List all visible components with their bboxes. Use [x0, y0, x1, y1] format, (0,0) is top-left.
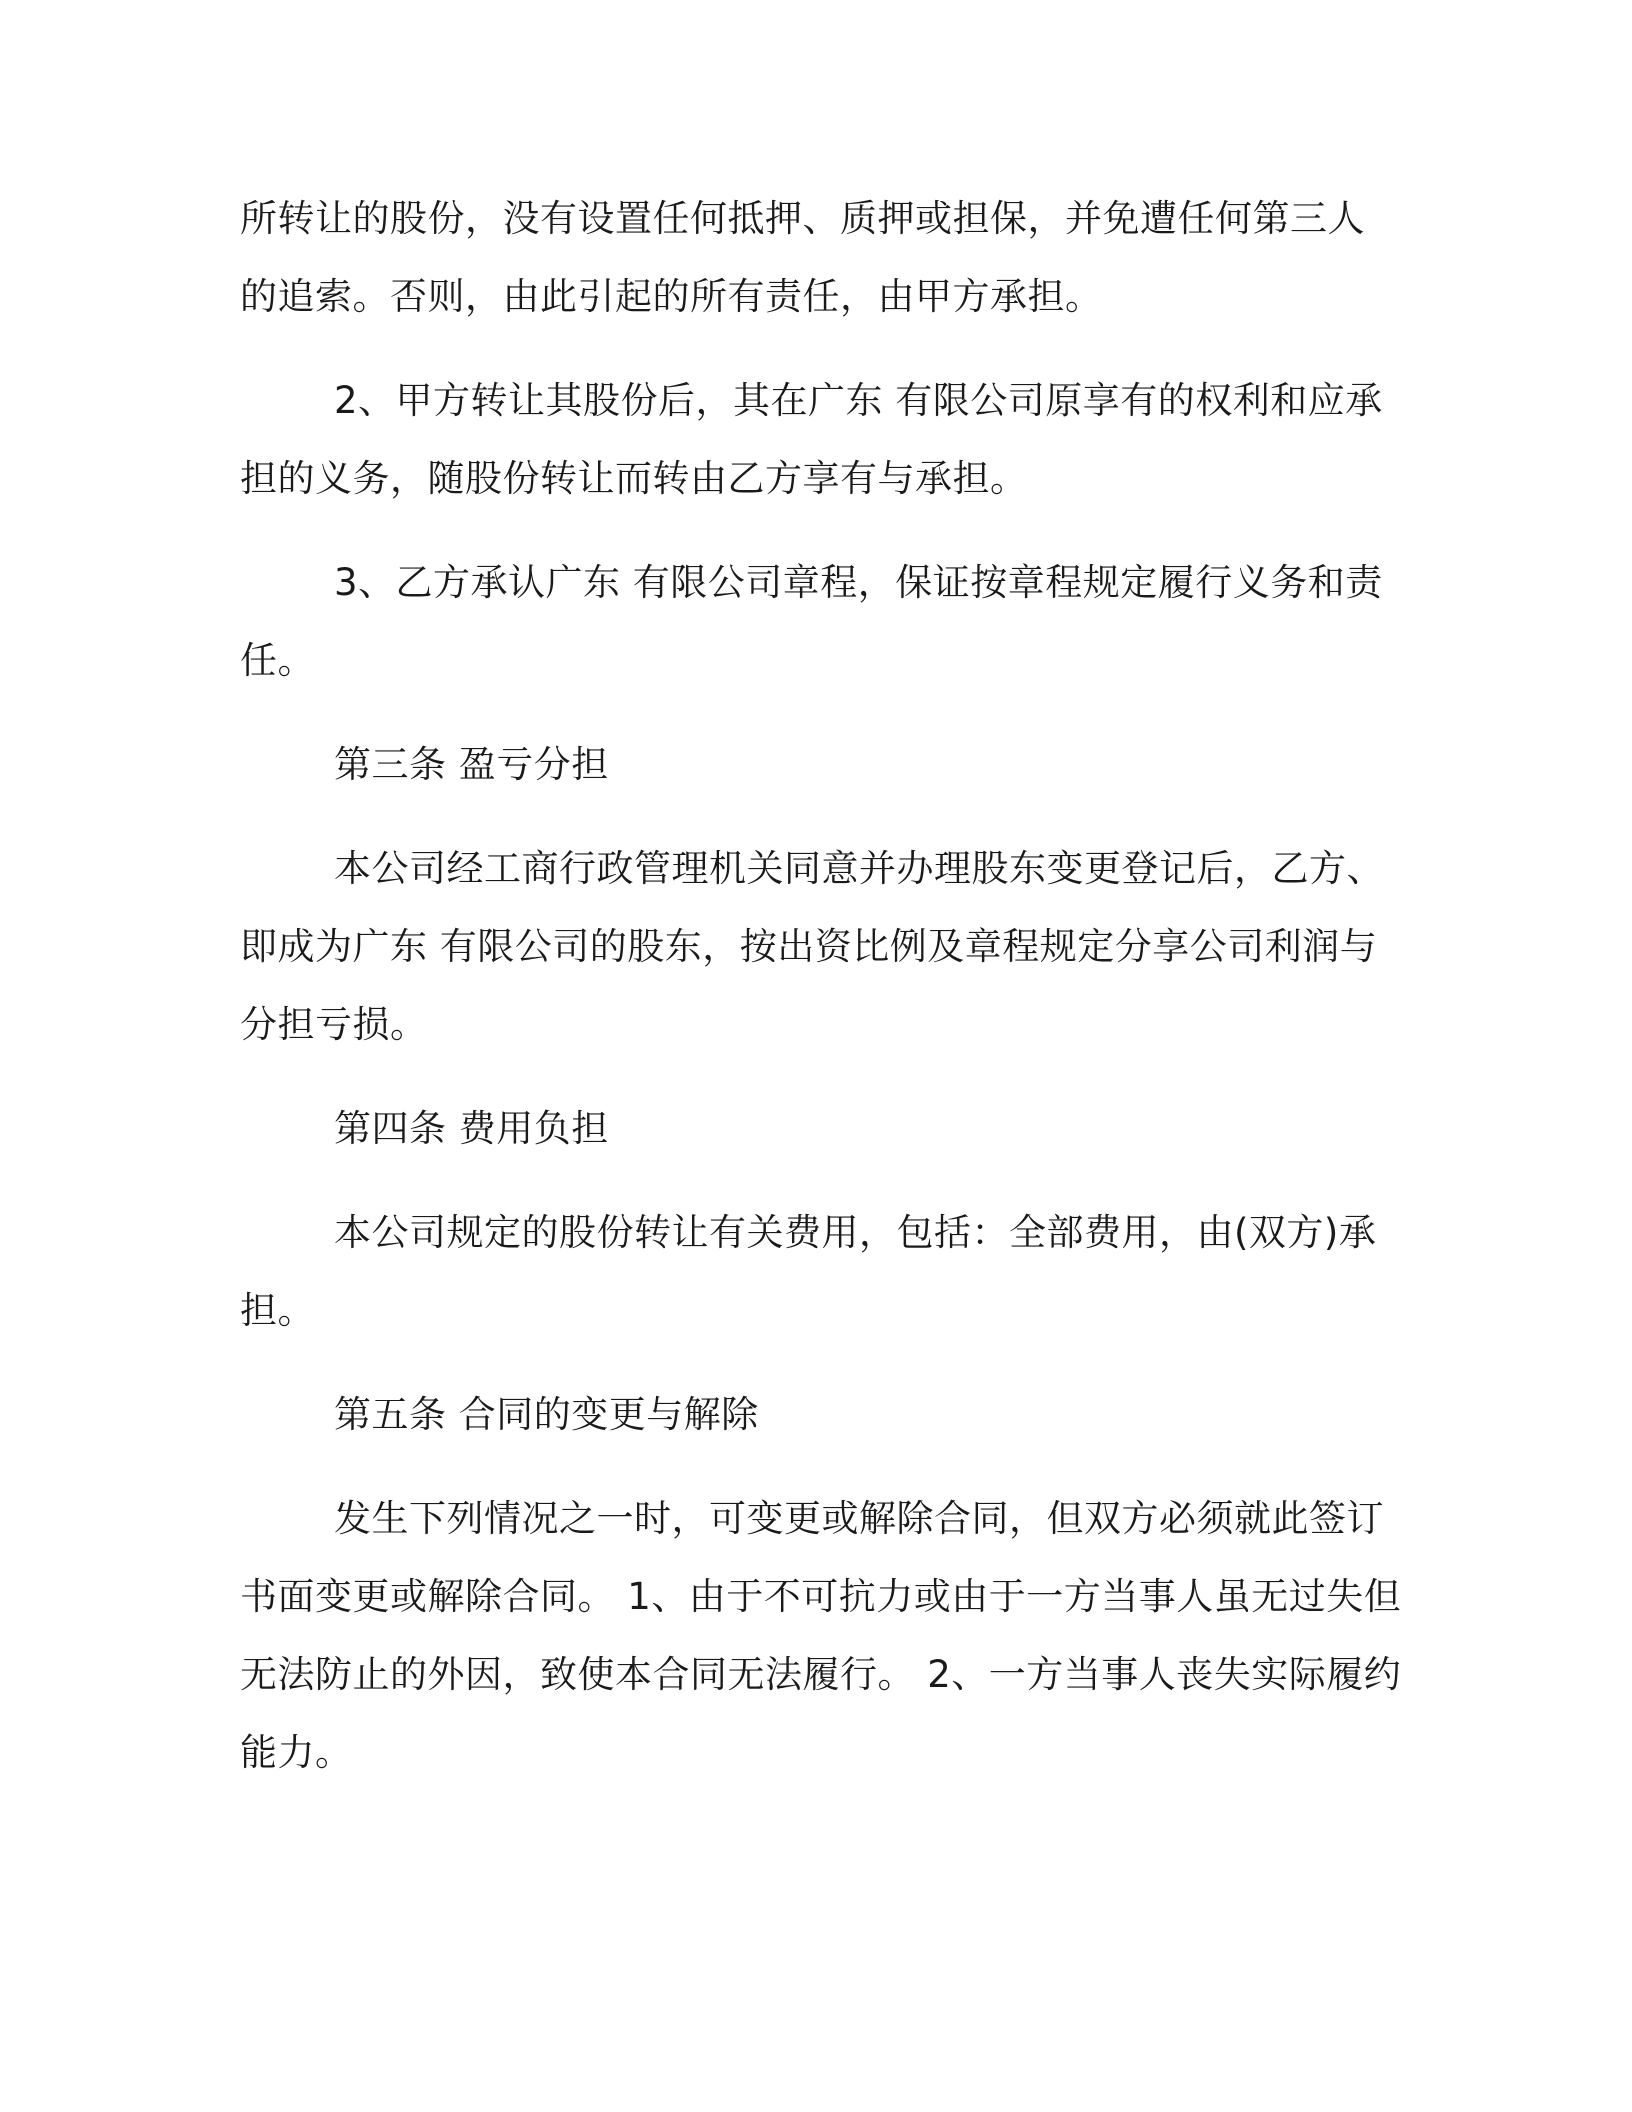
document-page — [240, 180, 1402, 1792]
paragraph-profit-loss — [240, 830, 1384, 1064]
text-line: 担。 — [240, 1289, 315, 1332]
paragraph-share-guarantee-continued — [240, 180, 1380, 336]
section-heading-article-4 — [240, 1090, 1380, 1168]
section-heading-article-3 — [240, 726, 1380, 804]
paragraph-fees — [240, 1194, 1380, 1350]
text-line: 本公司规定的股份转让有关费用，包括：全部费用，由(双方)承 — [334, 1211, 1377, 1254]
section-heading: 第三条 盈亏分担 — [334, 743, 609, 786]
text-line: 即成为广东 有限公司的股东，按出资比例及章程规定分享公司利润与 — [240, 925, 1378, 968]
text-line: 任。 — [240, 639, 315, 682]
text-line: 能力。 — [240, 1731, 353, 1774]
text-line: 2、甲方转让其股份后，其在广东 有限公司原享有的权利和应承 — [334, 379, 1383, 422]
text-line: 书面变更或解除合同。 1、由于不可抗力或由于一方当事人虽无过失但 — [240, 1575, 1402, 1618]
section-heading: 第四条 费用负担 — [334, 1107, 609, 1150]
text-line: 发生下列情况之一时，可变更或解除合同，但双方必须就此签订 — [334, 1497, 1384, 1540]
text-line: 无法防止的外因，致使本合同无法履行。 2、一方当事人丧失实际履约 — [240, 1653, 1402, 1696]
text-line: 所转让的股份，没有设置任何抵押、质押或担保，并免遭任何第三人 — [240, 197, 1365, 240]
section-heading-article-5 — [240, 1376, 1380, 1454]
section-heading: 第五条 合同的变更与解除 — [334, 1393, 759, 1436]
text-line: 本公司经工商行政管理机关同意并办理股东变更登记后，乙方、 — [334, 847, 1384, 890]
text-line: 3、乙方承认广东 有限公司章程，保证按章程规定履行义务和责 — [334, 561, 1383, 604]
text-line: 担的义务，随股份转让而转由乙方享有与承担。 — [240, 457, 1028, 500]
text-line: 的追索。否则，由此引起的所有责任，由甲方承担。 — [240, 275, 1103, 318]
text-line: 分担亏损。 — [240, 1003, 428, 1046]
paragraph-clause-3 — [240, 544, 1383, 700]
paragraph-contract-change — [240, 1480, 1402, 1792]
paragraph-clause-2 — [240, 362, 1383, 518]
